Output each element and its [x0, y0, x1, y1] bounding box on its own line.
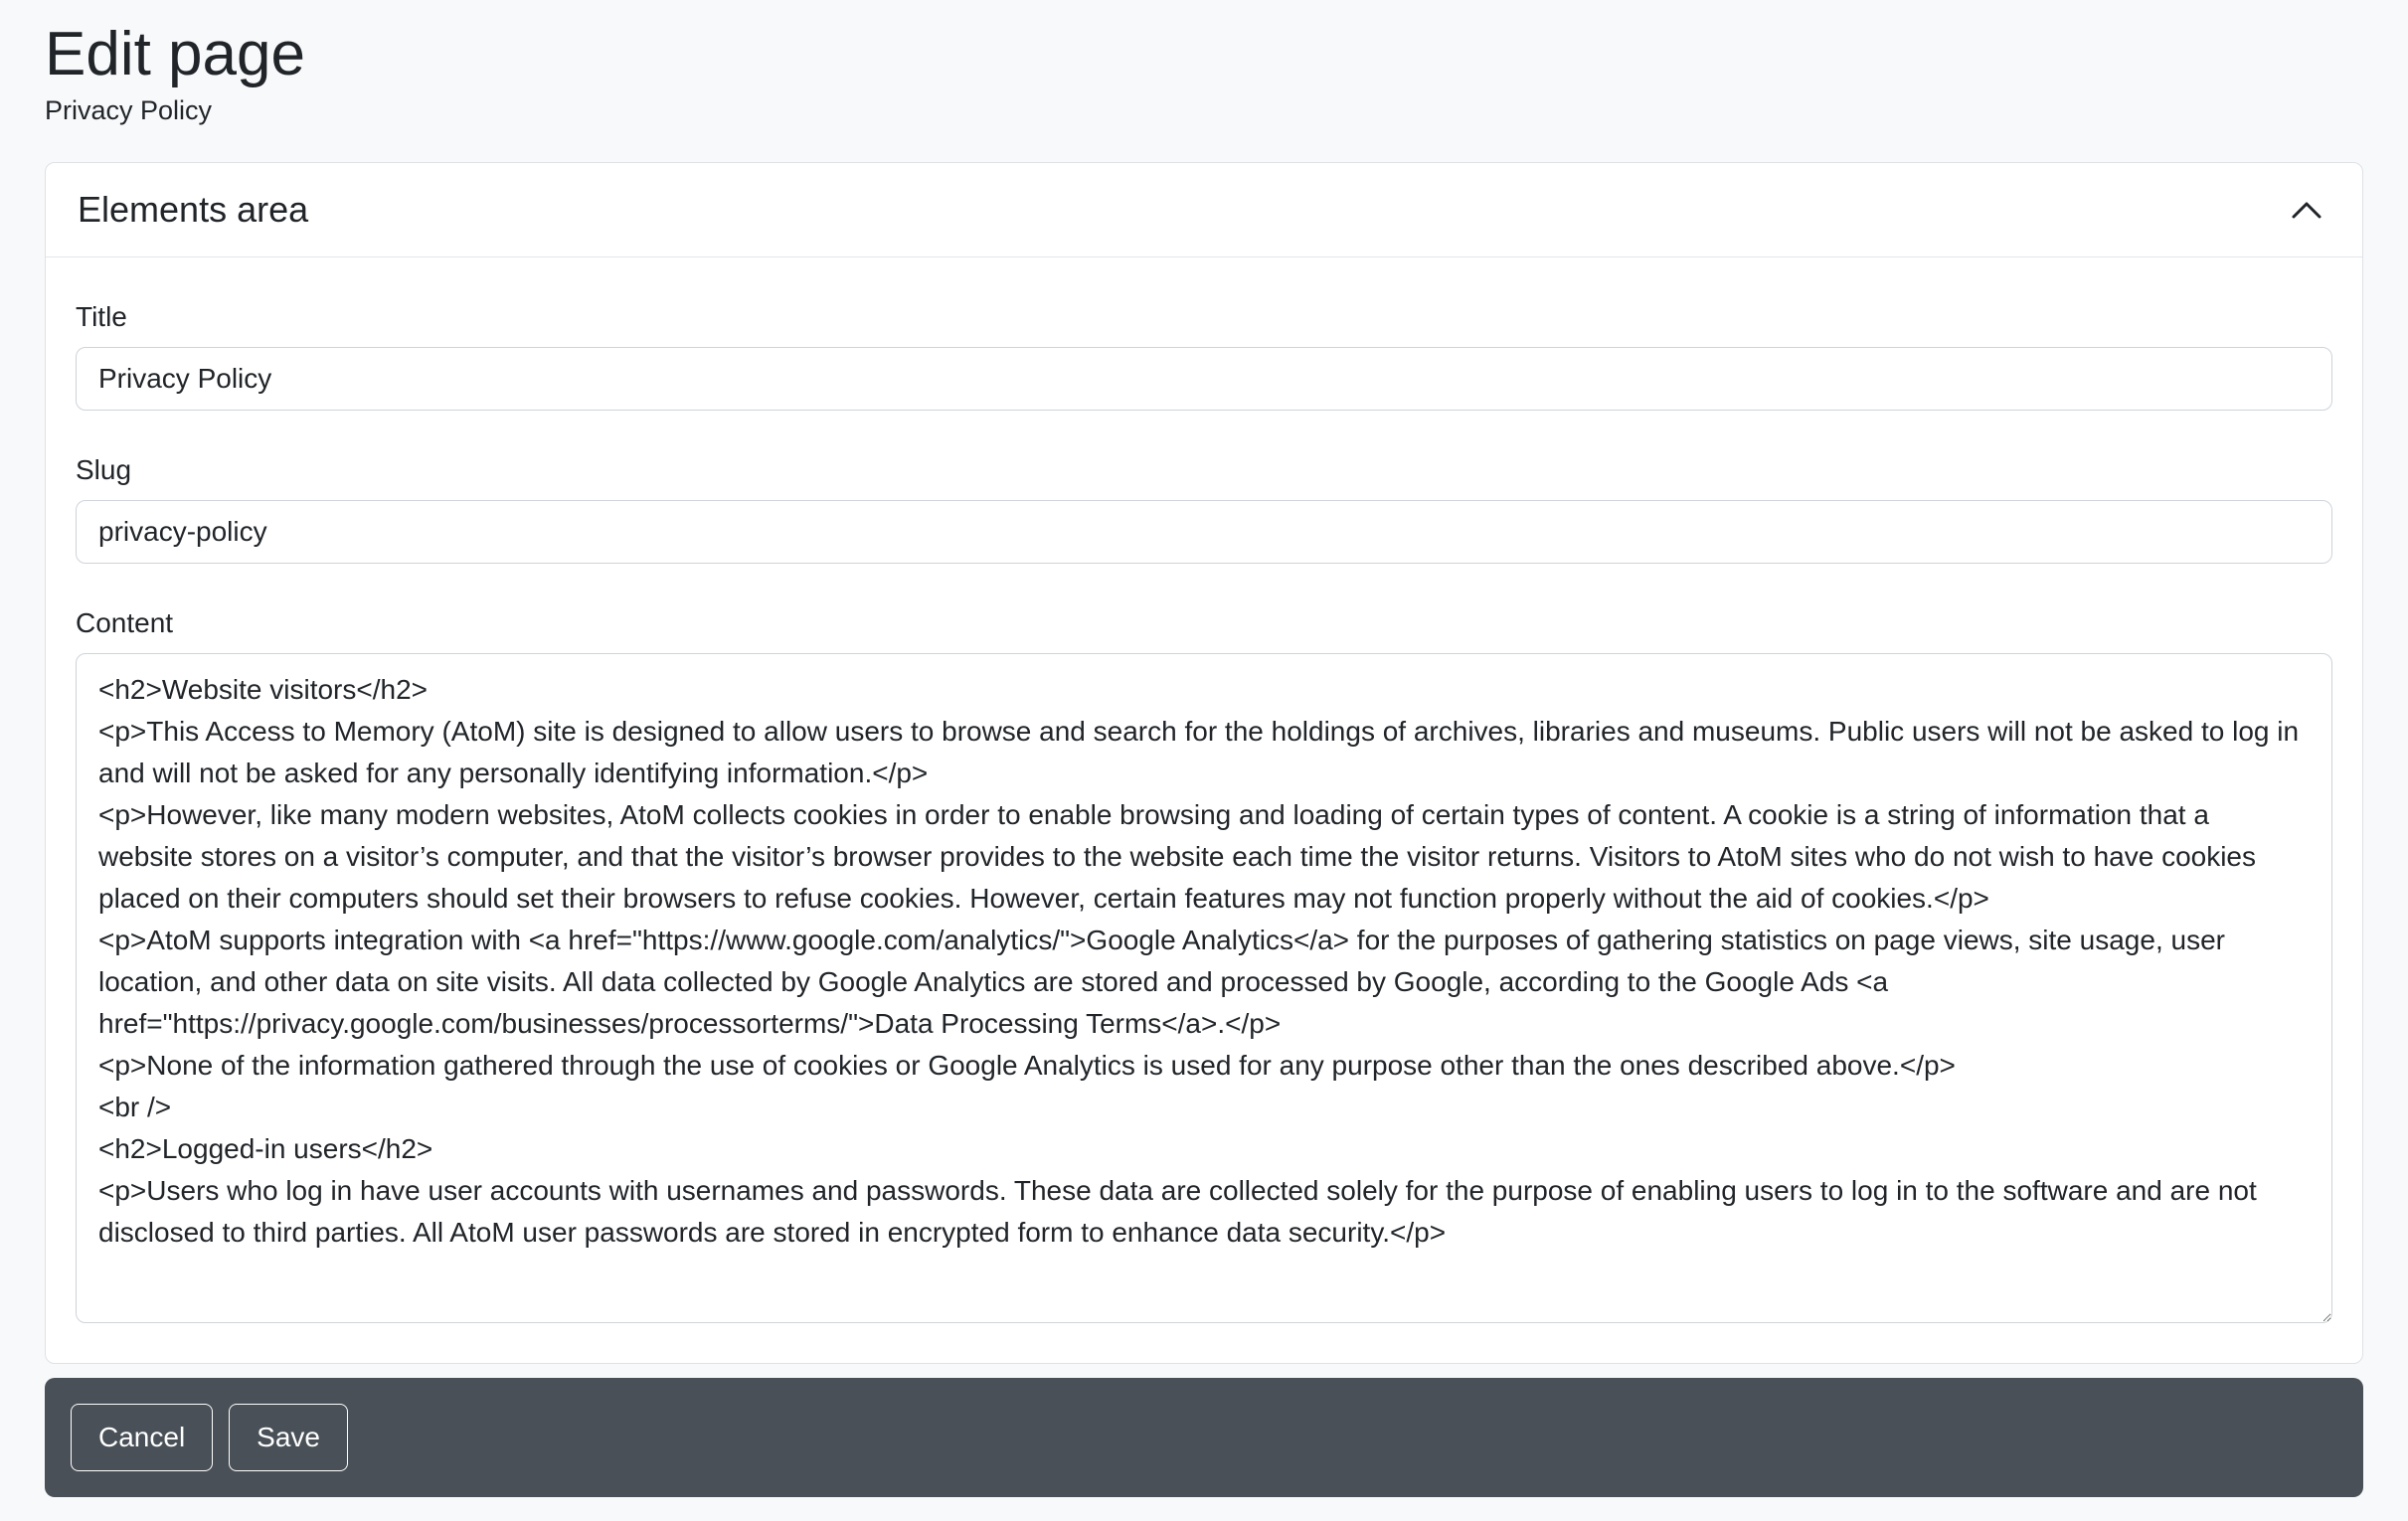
form-actions-bar	[45, 1378, 2363, 1497]
elements-area-title: Elements area	[78, 189, 309, 231]
save-button[interactable]: Save	[229, 1404, 348, 1471]
title-input[interactable]	[76, 347, 2332, 411]
slug-field-group	[76, 454, 2332, 564]
slug-field-label: Slug	[76, 454, 132, 486]
slug-input[interactable]	[76, 500, 2332, 564]
page-subtitle: Privacy Policy	[45, 95, 213, 126]
title-field-label: Title	[76, 301, 127, 333]
page-title: Edit page	[45, 20, 305, 88]
content-textarea[interactable]	[76, 653, 2332, 1323]
elements-area-body	[46, 257, 2362, 1363]
title-field-group	[76, 301, 2332, 411]
elements-area-header	[46, 163, 2362, 257]
collapse-panel-button[interactable]	[2285, 194, 2328, 226]
cancel-button[interactable]: Cancel	[71, 1404, 213, 1471]
content-field-label: Content	[76, 607, 174, 639]
content-field-group	[76, 607, 2332, 1323]
chevron-up-icon	[2291, 200, 2322, 220]
elements-area-panel	[45, 162, 2363, 1364]
